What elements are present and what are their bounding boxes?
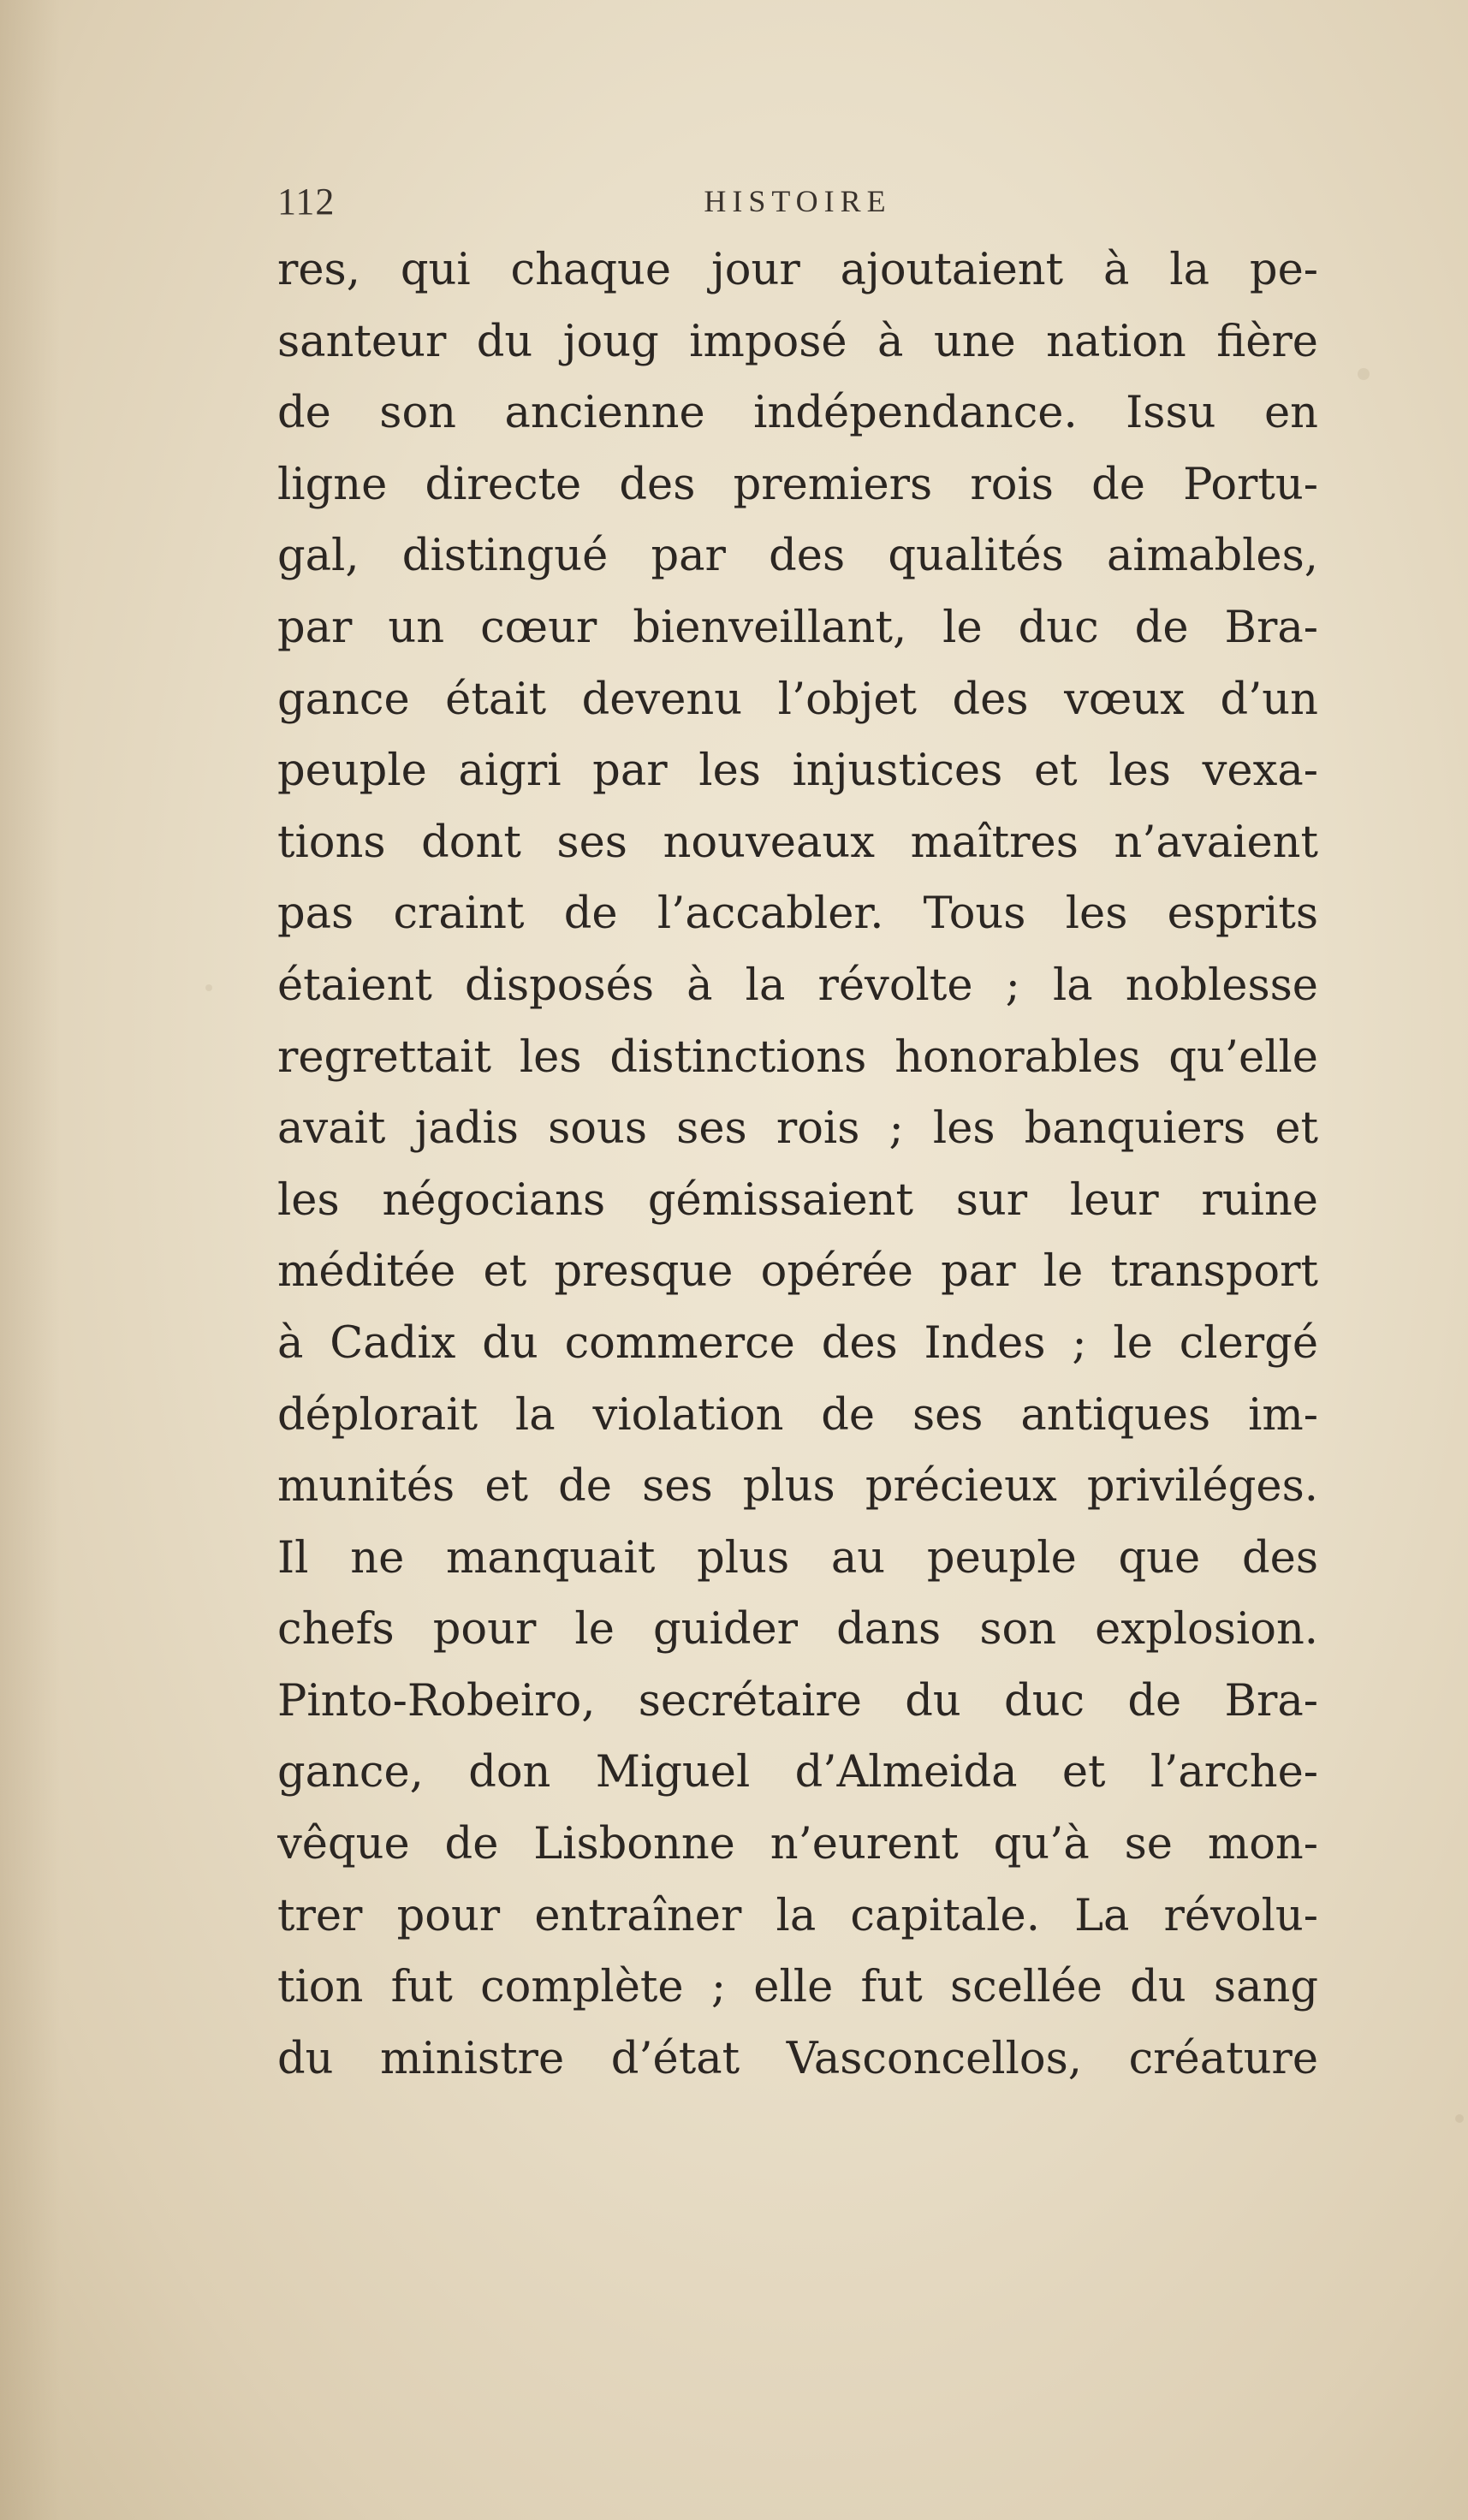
text-line: gance, don Miguel d’Almeida et l’arche- bbox=[277, 1747, 1318, 1798]
text-line: peuple aigri par les injustices et les vexa- bbox=[277, 746, 1318, 797]
text-line: tion fut complète ; elle fut scellée du sang bbox=[277, 1962, 1318, 2013]
text-line: trer pour entraîner la capitale. La révolu- bbox=[277, 1890, 1318, 1941]
text-line: Pinto-Robeiro, secrétaire du duc de Bra- bbox=[277, 1675, 1318, 1727]
running-head: HISTOIRE bbox=[704, 184, 892, 218]
paper-spot bbox=[1455, 2114, 1464, 2123]
text-line: Il ne manquait plus au peuple que des bbox=[277, 1532, 1318, 1584]
text-line: res, qui chaque jour ajoutaient à la pe- bbox=[277, 245, 1318, 295]
text-line: gance était devenu l’objet des vœux d’un bbox=[277, 674, 1318, 725]
page-number: 112 bbox=[277, 181, 336, 223]
text-line: vêque de Lisbonne n’eurent qu’à se mon- bbox=[277, 1819, 1318, 1870]
text-line: pas craint de l’accabler. Tous les esprits bbox=[277, 889, 1318, 940]
text-line: tions dont ses nouveaux maîtres n’avaient bbox=[277, 817, 1318, 868]
page-edge-shadow bbox=[0, 0, 60, 2520]
text-line: munités et de ses plus précieux priviléges. bbox=[277, 1461, 1318, 1513]
text-line: de son ancienne indépendance. Issu en bbox=[277, 388, 1318, 439]
text-line: santeur du joug imposé à une nation fière bbox=[277, 316, 1318, 367]
text-line: gal, distingué par des qualités aimables, bbox=[277, 531, 1318, 582]
paper-spot bbox=[205, 984, 212, 991]
text-line: déplorait la violation de ses antiques im- bbox=[277, 1389, 1318, 1441]
text-line: ligne directe des premiers rois de Portu- bbox=[277, 459, 1318, 510]
text-line: regrettait les distinctions honorables qu’elle bbox=[277, 1031, 1318, 1083]
paper-spot bbox=[1358, 368, 1370, 380]
text-line: par un cœur bienveillant, le duc de Bra- bbox=[277, 602, 1318, 653]
text-line: avait jadis sous ses rois ; les banquiers et bbox=[277, 1103, 1318, 1155]
text-line: à Cadix du commerce des Indes ; le clergé bbox=[277, 1317, 1318, 1369]
text-line: étaient disposés à la révolte ; la noblesse bbox=[277, 960, 1318, 1011]
text-line: les négocians gémissaient sur leur ruine bbox=[277, 1174, 1318, 1226]
page-header bbox=[277, 180, 1318, 231]
text-line: du ministre d’état Vasconcellos, créature bbox=[277, 2033, 1318, 2084]
body-text bbox=[277, 235, 1318, 2095]
text-line: chefs pour le guider dans son explosion. bbox=[277, 1604, 1318, 1655]
text-line: méditée et presque opérée par le transport bbox=[277, 1246, 1318, 1298]
